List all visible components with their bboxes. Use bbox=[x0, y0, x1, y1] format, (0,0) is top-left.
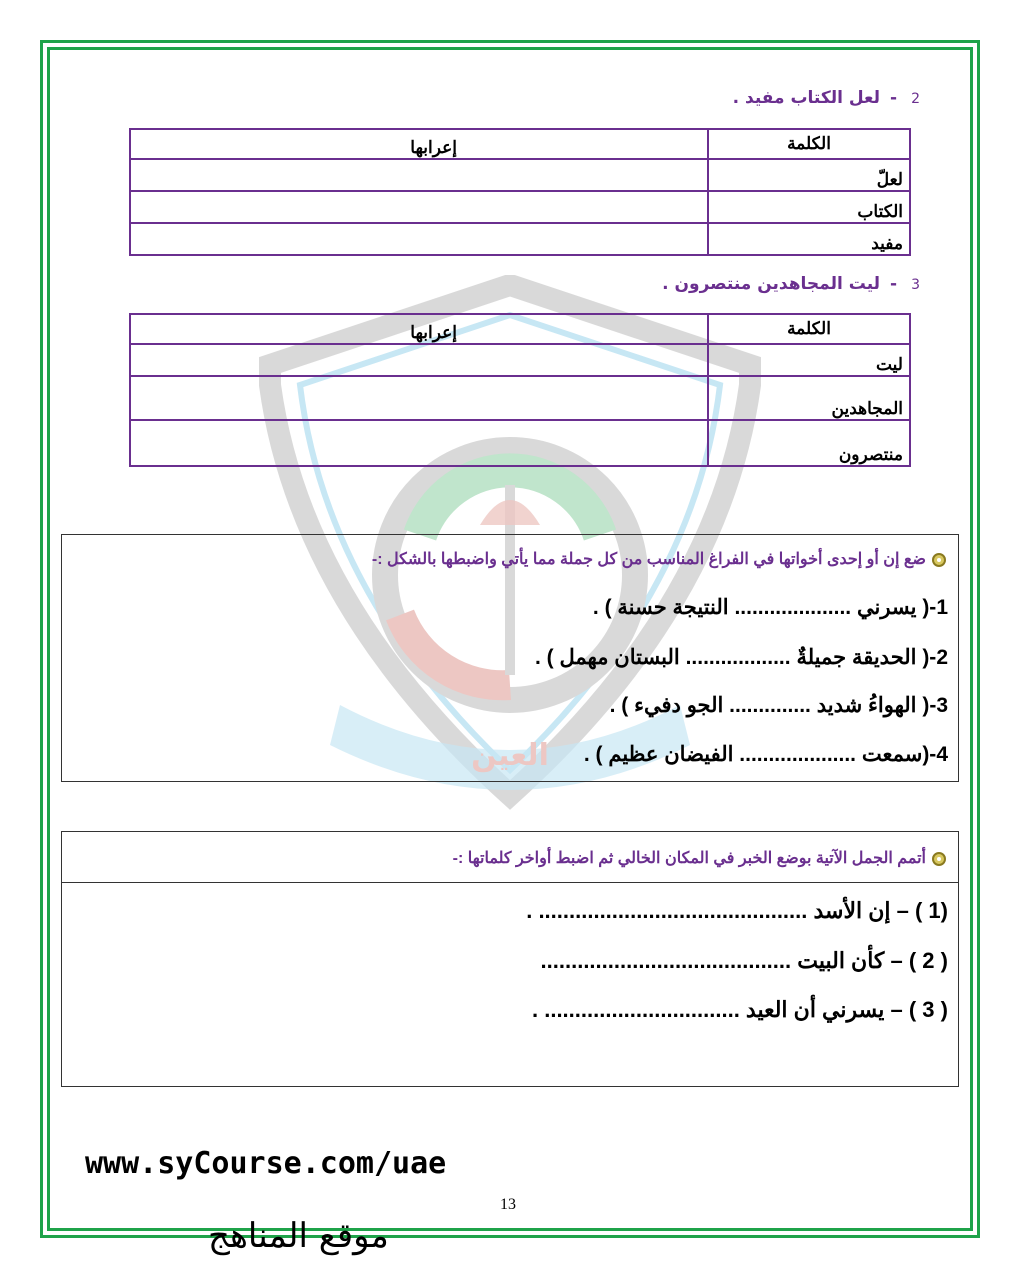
question-3-sentence: ليت المجاهدين منتصرون . bbox=[662, 274, 881, 294]
exercise-1-sentence: 4-(سمعت .................... الفيضان عظيم ) . bbox=[583, 743, 948, 766]
table-2-header-parse: إعرابها bbox=[130, 129, 708, 159]
exercise-2-sentence: ( 3 ) – يسرني أن العيد ................................ . bbox=[532, 997, 948, 1022]
exercise-2-divider bbox=[62, 882, 958, 883]
exercise-2-box bbox=[61, 831, 959, 1087]
bullet-icon bbox=[932, 553, 946, 567]
question-2-number: 2 bbox=[911, 91, 920, 107]
question-3-number: 3 bbox=[911, 277, 920, 293]
table-3-parse-cell[interactable] bbox=[130, 344, 708, 376]
question-3-dash: - bbox=[890, 274, 898, 294]
table-3-parse-cell[interactable] bbox=[130, 420, 708, 466]
exercise-2-sentence: ( 2 ) – كأن البيت ......................................... bbox=[540, 948, 948, 973]
table-2-parse-cell[interactable] bbox=[130, 159, 708, 191]
exercise-1-sentence: 2-( الحديقة جميلةٌ .................. البستان مهمل ) . bbox=[534, 646, 948, 669]
site-name: موقع المناهج bbox=[208, 1216, 389, 1256]
footer-url[interactable]: www.syCourse.com/uae bbox=[85, 1146, 447, 1181]
question-3-heading bbox=[662, 274, 920, 294]
table-2-word: مفيد bbox=[708, 223, 910, 255]
table-2-parse-cell[interactable] bbox=[130, 223, 708, 255]
table-3-word: ليت bbox=[708, 344, 910, 376]
question-2-heading bbox=[733, 88, 920, 108]
table-3-word: منتصرون bbox=[708, 420, 910, 466]
exercise-1-box bbox=[61, 534, 959, 782]
parsing-table-3 bbox=[129, 313, 911, 467]
question-2-sentence: لعل الكتاب مفيد . bbox=[732, 88, 881, 108]
exercise-1-sentence: 1-( يسرني .................... النتيجة حسنة ) . bbox=[592, 596, 948, 619]
exercise-1-title bbox=[372, 549, 946, 569]
parsing-table-2 bbox=[129, 128, 911, 256]
table-3-word: المجاهدين bbox=[708, 376, 910, 420]
exercise-2-title-text: أتمم الجمل الآتية بوضع الخبر في المكان الخالي ثم اضبط أواخر كلماتها :- bbox=[452, 850, 926, 867]
table-3-parse-cell[interactable] bbox=[130, 376, 708, 420]
page-number: 13 bbox=[500, 1196, 516, 1213]
question-2-dash: - bbox=[890, 88, 898, 108]
watermark-text: العين bbox=[471, 738, 549, 773]
exercise-1-sentence: 3-( الهواءُ شديد .............. الجو دفيء ) . bbox=[609, 694, 948, 717]
table-3-header-parse: إعرابها bbox=[130, 314, 708, 344]
bullet-icon bbox=[932, 852, 946, 866]
exercise-1-title-text: ضع إن أو إحدى أخواتها في الفراغ المناسب من كل جملة مما يأتي واضبطها بالشكل :- bbox=[371, 551, 926, 568]
exercise-2-title bbox=[453, 848, 946, 868]
table-2-parse-cell[interactable] bbox=[130, 191, 708, 223]
table-2-word: لعلّ bbox=[708, 159, 910, 191]
table-2-word: الكتاب bbox=[708, 191, 910, 223]
table-3-header-word: الكلمة bbox=[708, 314, 910, 344]
exercise-2-sentence: (1 ) – إن الأسد ............................................ . bbox=[526, 898, 948, 923]
table-2-header-word: الكلمة bbox=[708, 129, 910, 159]
